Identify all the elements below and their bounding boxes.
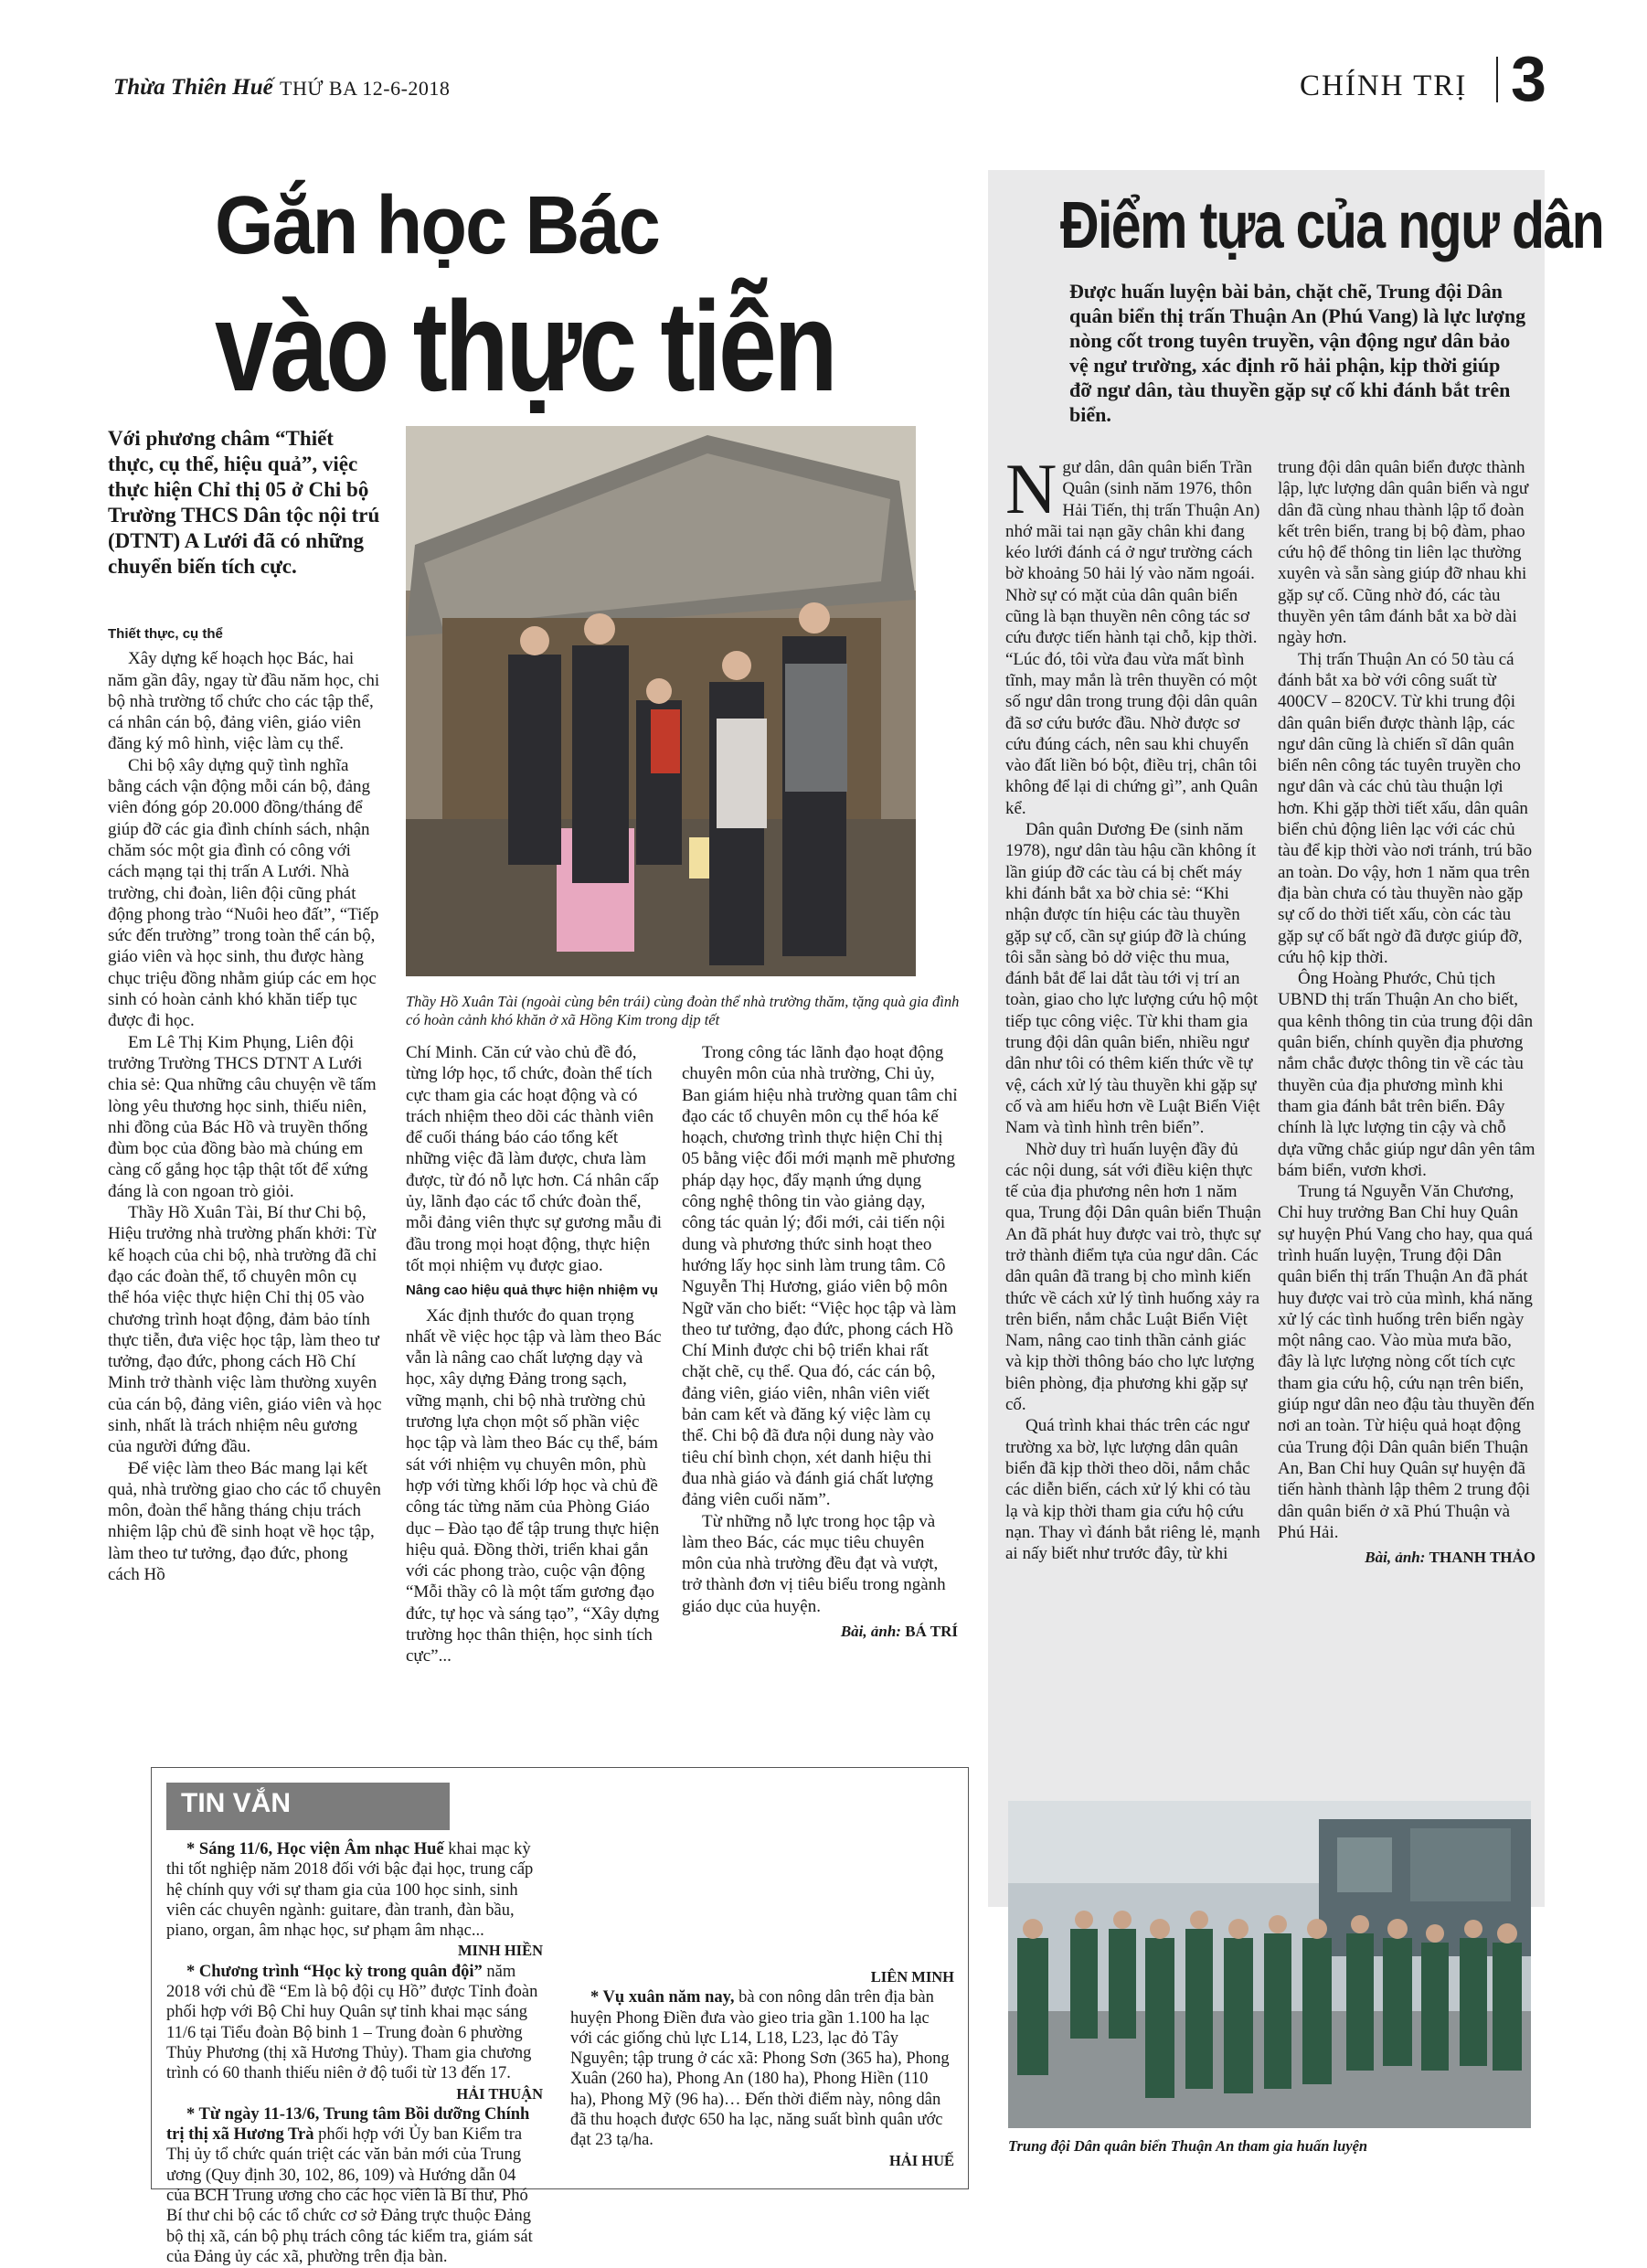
paragraph: Thầy Hồ Xuân Tài, Bí thư Chi bộ, Hiệu trưởng nhà trường phấn khởi: Từ kế hoạch của chi bộ, nhà trường đã chỉ đạo các đoàn thể, tổ chuyên môn cụ thể hóa việc thực hiện Chỉ thị 05 vào chương trình hoạt động, đảm bảo tính thực tiễn, đưa việc học tập, làm theo tư tưởng, đạo đức, phong cách Hồ Chí Minh trở thành việc làm thường xuyên của cán bộ, đảng viên, giáo viên và học sinh, nhất là trách nhiệm nêu gương của người đứng đầu. [108,1203,382,1457]
article1-photo [406,426,916,976]
article2-dropcap: N [1005,449,1057,528]
section-divider [1496,57,1498,102]
paragraph: Thị trấn Thuận An có 50 tàu cá đánh bắt xa bờ với công suất từ 400CV – 820CV. Từ khi trung đội dân quân biển được thành lập, các ngư dân cũng là chiến sĩ dân quân biển nên công tác tuyên truyền cho ngư dân và các chủ tàu thuận lợi hơn. Khi gặp thời tiết xấu, dân quân biển chủ động liên lạc với các chủ tàu để kịp thời vào nơi tránh, trú bão an toàn. Do vậy, hơn 1 năm qua trên địa bàn chưa có tàu thuyền nào gặp sự cố do thời tiết xấu, còn các tàu gặp sự cố bất ngờ đã được giúp đỡ, cứu hộ kịp thời. [1278,649,1533,967]
tinvan-heading: TIN VẮN [181,1788,291,1818]
page-number: 3 [1511,43,1546,114]
paragraph: Xác định thước đo quan trọng nhất về việc học tập và làm theo Bác vẫn là nâng cao chất lượng dạy và học, xây dựng Đảng trong sạch, vững mạnh, chi bộ nhà trường chủ trương lựa chọn một số phần việc học tập và làm theo Bác cụ thể, bám sát với nhiệm vụ chuyên môn, phù hợp với từng khối lớp học và chủ đề công tác từng năm của Phòng Giáo dục – Đào tạo để tập trung thực hiện hiệu quả. Đồng thời, triển khai gắn với các phong trào, cuộc vận động “Mỗi thầy cô là một tấm gương đạo đức, tự học và sáng tạo”, “Xây dựng trường học thân thiện, học sinh tích cực”... [406,1305,662,1666]
paragraph: Chí Minh. Căn cứ vào chủ đề đó, từng lớp học, tổ chức, đoàn thể tích cực tham gia các hoạt động và có trách nhiệm theo dõi các thành viên để cuối tháng báo cáo tổng kết những việc đã làm được, chưa làm được, từ đó nỗ lực hơn. Cá nhân cấp ủy, lãnh đạo các tổ chức đoàn thể, mỗi đảng viên thực sự gương mẫu đi đầu trong mọi hoạt động, thực hiện tốt mọi nhiệm vụ được giao. [406,1043,662,1275]
school-visit-photo [406,426,916,976]
article1-title-line1: Gắn học Bác [215,180,659,272]
tinvan-item: * Chương trình “Học kỳ trong quân đội” năm 2018 với chủ đề “Em là bộ đội cụ Hồ” được Tỉnh đoàn phối hợp với Bộ Chỉ huy Quân sự tỉnh khai mạc sáng 11/6 tại Tiểu đoàn Bộ binh 1 – Trung đoàn 6 phường Thủy Phương (thị xã Hương Thủy). Tham gia chương trình có 60 thanh thiếu niên ở độ tuổi từ 13 đến 17. [166,1962,538,2083]
article1-lead: Với phương châm “Thiết thực, cụ thể, hiệu quả”, việc thực hiện Chỉ thị 05 ở Chi bộ Trường THCS Dân tộc nội trú (DTNT) A Lưới đã có những chuyển biến tích cực. [108,427,380,578]
tinvan-col1 [166,1839,543,2267]
tinvan-col2 [570,1775,954,2171]
paragraph: trung đội dân quân biển được thành lập, lực lượng dân quân biển và ngư dân đã cùng nhau thành lập tổ đoàn kết trên biển, trang bị bộ đàm, phao cứu hộ để thông tin liên lạc thường xuyên và sẵn sàng giúp đỡ nhau khi gặp sự cố. Cũng nhờ đó, các tàu thuyền yên tâm đánh bắt xa bờ dài ngày hơn. [1278,458,1529,648]
article1-col3 [682,1042,958,1642]
tinvan-signature: MINH HIỀN [457,1942,543,1960]
article1-subhead1: Thiết thực, cụ thể [108,626,223,642]
tinvan-signature: LIÊN MINH [870,1968,954,1986]
paragraph: Trung tá Nguyễn Văn Chương, Chỉ huy trưởng Ban Chỉ huy Quân sự huyện Phú Vang cho hay, qua quá trình huấn luyện, Trung đội Dân quân biển thị trấn Thuận An đã phát huy được vai trò của mình, khá năng xử lý các tình huống trên biển ngày một nâng cao. Vào mùa mưa bão, đây là lực lượng nòng cốt tích cực tham gia cứu hộ, cứu nạn trên biển, giúp ngư dân neo đậu tàu thuyền đến nơi an toàn. Từ hiệu quả hoạt động của Trung đội Dân quân biển Thuận An, Ban Chỉ huy Quân sự huyện đã tiến hành thành lập thêm 2 trung đội dân quân biển ở xã Phú Thuận và Phú Hải. [1278,1182,1535,1542]
paragraph: Em Lê Thị Kim Phụng, Liên đội trưởng Trường THCS DTNT A Lưới chia sẻ: Qua những câu chuyện về tấm lòng yêu thương học sinh, thiếu niên, nhi đồng của Bác Hồ và truyền thống đùm bọc của đồng bào mà chúng em càng cố gắng học tập thật tốt để xứng đáng là con ngoan trò giỏi. [108,1032,377,1201]
article1-col1 [108,620,382,1585]
article2-byline: Bài, ảnh: THANH THẢO [1365,1549,1535,1567]
article2-col1: Ngư dân, dân quân biển Trần Quân (sinh năm 1976, thôn Hải Tiến, thị trấn Thuận An) nhớ mãi tai nạn gãy chân khi đang kéo lưới đánh cá ở ngư trường cách bờ khoảng 50 hải lý vào năm ngoái. Nhờ sự có mặt của dân quân biển cũng là bạn thuyền nên công tác sơ cứu được tiến hành tại chỗ, kịp thời. “Lúc đó, tôi vừa đau vừa mất bình tĩnh, may mắn là trên thuyền có một số ngư dân trong trung đội dân quân đã sơ cứu bước đầu. Nhờ được sơ cứu đúng cách, nên sau khi chuyển vào đất liền bó bột, điều trị, chân tôi không để lại di chứng gì”, anh Quân kể. Dân quân Dương Đe (sinh năm 1978), ngư dân tàu hậu cần không ít lần giúp đỡ các tàu cá bị chết máy khi đánh bắt xa bờ chia sẻ: “Khi nhận được tín hiệu các tàu thuyền gặp sự cố, cần sự giúp đỡ là chúng tôi sẵn sàng bỏ dở việc thu mua, đánh bắt để lai dắt tàu tới vị trí an toàn, giao cho lực lượng cứu hộ một tiếp tục công việc. Từ khi tham gia trung đội dân quân biển, nhiều ngư dân như tôi có thêm kiến thức về tự vệ, cách xử lý tàu thuyền khi gặp sự cố và am hiểu hơn về Luật Biển Việt Nam và tình hình trên biển”. Nhờ duy trì huấn luyện đầy đủ các nội dung, sát với điều kiện thực tế của địa phương nên hơn 1 năm qua, Trung đội Dân quân biển Thuận An đã phát huy được vai trò, thực sự trở thành điểm tựa của ngư dân. Các dân quân đã trang bị cho mình kiến thức về cách xử lý tình huống xảy ra trên biển, nắm chắc Luật Biển Việt Nam, nâng cao tinh thần cảnh giác và kịp thời thông báo cho lực lượng biên phòng, địa phương khi gặp sự cố. Quá trình khai thác trên các ngư trường xa bờ, lực lượng dân quân biển đã kịp thời theo dõi, nắm chắc các diễn biến, cách xử lý khi có tàu lạ và kịp thời tham gia cứu hộ cứu nạn. Thay vì đánh bắt riêng lẻ, mạnh ai nấy biết như trước đây, từ khi [1005,457,1263,1564]
paragraph: Từ những nỗ lực trong học tập và làm theo Bác, các mục tiêu chuyên môn của nhà trường đều đạt và vượt, trở thành đơn vị tiêu biểu trong ngành giáo dục của huyện. [682,1511,946,1616]
paragraph: Chi bộ xây dựng quỹ tình nghĩa bằng cách vận động mỗi cán bộ, đảng viên đóng góp 20.000 đồng/tháng để giúp đỡ các gia đình chính sách, nhận chăm sóc một gia đình có công với cách mạng tại thị trấn A Lưới. Nhà trường, chi đoàn, liên đội cũng phát động phong trào “Nuôi heo đất”, “Tiếp sức đến trường” trong toàn thể cán bộ, giáo viên và học sinh, thu được hàng chục triệu đồng nhằm giúp các em học sinh có hoàn cảnh khó khăn tiếp tục được đi học. [108,755,379,1031]
article1-subhead2: Nâng cao hiệu quả thực hiện nhiệm vụ [406,1283,658,1299]
tinvan-item: * Sáng 11/6, Học viện Âm nhạc Huế khai mạc kỳ thi tốt nghiệp năm 2018 đối với bậc đại học, trung cấp hệ chính quy với sự tham gia của 100 học sinh, sinh viên các chuyên ngành: guitare, đàn tranh, đàn bầu, piano, organ, âm nhạc học, sư phạm âm nhạc... [166,1840,534,1941]
article2-lead: Được huấn luyện bài bản, chặt chẽ, Trung đội Dân quân biển thị trấn Thuận An (Phú Vang) là lực lượng nòng cốt trong tuyên truyền, vận động ngư dân bảo vệ ngư trường, xác định rõ hải phận, kịp thời giúp đỡ ngư dân, tàu thuyền gặp sự cố khi đánh bắt trên biển. [1069,280,1526,426]
paragraph: Ông Hoàng Phước, Chủ tịch UBND thị trấn Thuận An cho biết, qua kênh thông tin của trung đội dân quân biển, chính quyền địa phương nắm chắc được thông tin về các tàu thuyền của địa phương mình khi tham gia đánh bắt trên biển. Đây chính là lực lượng tin cậy và chỗ dựa vững chắc giúp ngư dân yên tâm bám biển, vươn khơi. [1278,969,1535,1180]
article1-photo-caption: Thầy Hồ Xuân Tài (ngoài cùng bên trái) cùng đoàn thể nhà trường thăm, tặng quà gia đình có hoàn cảnh khó khăn ở xã Hồng Kim trong dịp tết [406,993,960,1028]
issue-date: THỨ BA 12-6-2018 [280,77,451,100]
article2-col2 [1278,457,1535,1568]
article2-photo-caption: Trung đội Dân quân biển Thuận An tham gia huấn luyện [1008,2137,1368,2155]
tinvan-signature: HẢI HUẾ [888,2151,954,2169]
paragraph: Trong công tác lãnh đạo hoạt động chuyên môn của nhà trường, Chi ủy, Ban giám hiệu nhà trường quan tâm chỉ đạo các tổ chuyên môn cụ thể hóa kế hoạch, chương trình thực hiện Chỉ thị 05 bằng việc đổi mới mạnh mẽ phương pháp dạy học, đẩy mạnh ứng dụng công nghệ thông tin vào giảng dạy, công tác quản lý; đổi mới, cải tiến nội dung và phương thức sinh hoạt theo hướng lấy học sinh làm trung tâm. Cô Nguyễn Thị Hương, giáo viên bộ môn Ngữ văn cho biết: “Việc học tập và làm theo tư tưởng, đạo đức, phong cách Hồ Chí Minh được chi bộ triển khai rất chặt chẽ, cụ thể. Qua đó, các cán bộ, đảng viên, giáo viên, nhân viên viết bản cam kết và đăng ký việc làm cụ thể. Chi bộ đã đưa nội dung này vào tiêu chí bình chọn, xét danh hiệu thi đua nhà giáo và đánh giá chất lượng đảng viên cuối năm”. [682,1043,958,1510]
tinvan-item: * Từ ngày 11-13/6, Trung tâm Bồi dưỡng Chính trị thị xã Hương Trà phối hợp với Ủy ban Kiểm tra Thị ủy tổ chức quán triệt các văn bản mới của Trung ương (Quy định 30, 102, 86, 109) và Hướng dẫn 04 của BCH Trung ương cho các học viên là Bí thư, Phó Bí thư chi bộ các tổ chức cơ sở Đảng trực thuộc Đảng bộ thị xã, cán bộ phụ trách công tác kiểm tra, giám sát của Đảng ủy các xã, phường trên địa bàn. [166,2104,533,2266]
paragraph: Xây dựng kế hoạch học Bác, hai năm gần đây, ngay từ đầu năm học, chi bộ nhà trường tổ chức cho các tập thể, cá nhân cán bộ, đảng viên, giáo viên đăng ký mô hình, việc làm cụ thể. [108,649,380,754]
article2-photo [1008,1801,1531,2128]
article1-col2 [406,1042,664,1667]
article1-title-line2: vào thực tiễn [215,274,835,418]
section-name: CHÍNH TRỊ [1300,69,1468,102]
paragraph: Quá trình khai thác trên các ngư trường xa bờ, lực lượng dân quân biển đã kịp thời theo dõi, nắm chắc các diễn biến, cách xử lý khi có tàu lạ và kịp thời tham gia cứu hộ cứu nạn. Thay vì đánh bắt riêng lẻ, mạnh ai nấy biết như trước đây, từ khi [1005,1416,1260,1564]
article1-byline: Bài, ảnh: BÁ TRÍ [840,1623,958,1641]
paper-name: Thừa Thiên Huế [113,75,273,100]
militia-training-photo [1008,1801,1531,2128]
tinvan-item: * Vụ xuân năm nay, bà con nông dân trên địa bàn huyện Phong Điền đưa vào gieo tria gần 1.100 ha lạc với các giống chủ lực L14, L18, L23, lạc đỏ Tây Nguyên; tập trung ở các xã: Phong Sơn (365 ha), Phong Xuân (260 ha), Phong An (180 ha), Phong Hiền (110 ha), Phong Mỹ (96 ha)… Đến thời điểm này, nông dân đã thu hoạch được 650 ha lạc, năng suất bình quân ước đạt 23 tạ/ha. [570,1988,950,2150]
tinvan-signature: HẢI THUẬN [456,2084,543,2103]
paragraph: Để việc làm theo Bác mang lại kết quả, nhà trường giao cho các tổ chuyên môn, đoàn thể hằng tháng chịu trách nhiệm lập chủ đề sinh hoạt về học tập, làm theo tư tưởng, đạo đức, phong cách Hồ [108,1458,381,1585]
paragraph: Nhờ duy trì huấn luyện đầy đủ các nội dung, sát với điều kiện thực tế của địa phương nên hơn 1 năm qua, Trung đội Dân quân biển Thuận An đã phát huy được vai trò, thực sự trở thành điểm tựa của ngư dân. Các dân quân đã trang bị cho mình kiến thức về cách xử lý tình huống xảy ra trên biển, nắm chắc Luật Biển Việt Nam, nâng cao tinh thần cảnh giác và kịp thời thông báo cho lực lượng biên phòng, địa phương khi gặp sự cố. [1005,1139,1261,1415]
article2-title: Điểm tựa của ngư dân [1060,189,1604,262]
paragraph: Dân quân Dương Đe (sinh năm 1978), ngư dân tàu hậu cần không ít lần giúp đỡ các tàu cá bị chết máy khi đánh bắt xa bờ chia sẻ: “Khi nhận được tín hiệu các tàu thuyền gặp sự cố, cần sự giúp đỡ là chúng tôi sẵn sàng bỏ dở việc thu mua, đánh bắt để lai dắt tàu tới vị trí an toàn, giao cho lực lượng cứu hộ một tiếp tục công việc. Từ khi tham gia trung đội dân quân biển, nhiều ngư dân như tôi có thêm kiến thức về tự vệ, cách xử lý tàu thuyền khi gặp sự cố và am hiểu hơn về Luật Biển Việt Nam và tình hình trên biển”. [1005,820,1260,1138]
